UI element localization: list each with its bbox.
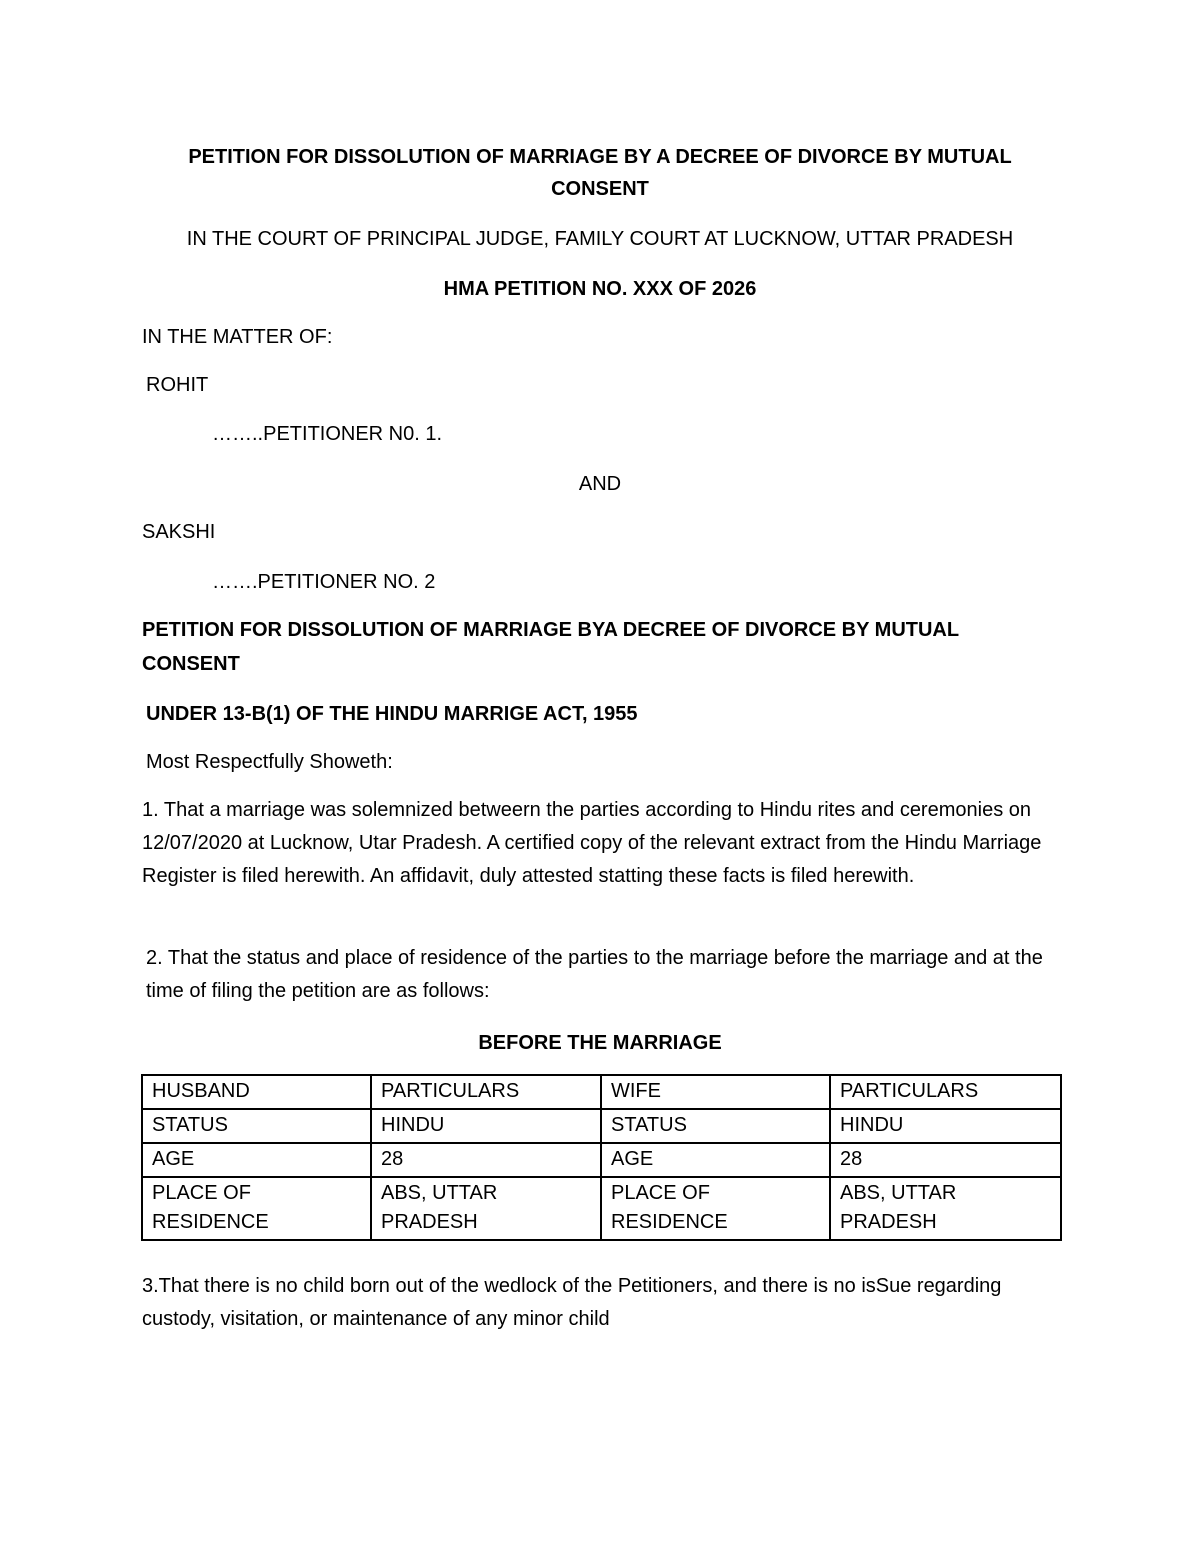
petitioner-1-name: ROHIT [146, 374, 209, 396]
table-cell: 28 [371, 1143, 601, 1177]
petition-heading-line-2: CONSENT [142, 653, 240, 675]
statute-reference: UNDER 13-B(1) OF THE HINDU MARRIGE ACT, 1955 [146, 703, 638, 725]
petitioner-2-label: …….PETITIONER NO. 2 [212, 571, 436, 593]
petition-heading-line-1: PETITION FOR DISSOLUTION OF MARRIAGE BYA DECREE OF DIVORCE BY MUTUAL [142, 619, 960, 641]
and-separator: AND [578, 473, 622, 495]
table-row [142, 1143, 1061, 1177]
paragraph-3: 3.That there is no child born out of the wedlock of the Petitioners, and there is no isSue regarding custody, visitation, or maintenance of any minor child [142, 1275, 1002, 1330]
table-cell: AGE [142, 1143, 371, 1177]
table-cell: AGE [601, 1143, 830, 1177]
table-cell: PARTICULARS [371, 1075, 601, 1109]
table-cell: HUSBAND [142, 1075, 371, 1109]
showeth-line: Most Respectfully Showeth: [146, 751, 393, 773]
table-cell: HINDU [830, 1109, 1061, 1143]
table-cell: STATUS [142, 1109, 371, 1143]
document-title-line-2: CONSENT [551, 178, 649, 200]
paragraph-2: 2. That the status and place of residence of the parties to the marriage before the marriage and at the time of filing the petition are as follows: [146, 947, 1043, 1002]
table-cell: WIFE [601, 1075, 830, 1109]
petitioner-2-name: SAKSHI [142, 521, 216, 543]
in-the-matter-label: IN THE MATTER OF: [142, 326, 333, 348]
court-name: IN THE COURT OF PRINCIPAL JUDGE, FAMILY COURT AT LUCKNOW, UTTAR PRADESH [186, 228, 1014, 250]
table-cell: PLACE OF RESIDENCE [142, 1177, 371, 1240]
marriage-particulars-table [141, 1074, 1062, 1241]
table-row [142, 1109, 1061, 1143]
table-cell: STATUS [601, 1109, 830, 1143]
table-cell: ABS, UTTAR PRADESH [830, 1177, 1061, 1240]
document-title-line-1: PETITION FOR DISSOLUTION OF MARRIAGE BY A DECREE OF DIVORCE BY MUTUAL [188, 146, 1012, 168]
table-heading: BEFORE THE MARRIAGE [478, 1032, 722, 1054]
table-cell: HINDU [371, 1109, 601, 1143]
petitioner-1-label: ……..PETITIONER N0. 1. [212, 423, 443, 445]
table-row [142, 1075, 1061, 1109]
table-cell: 28 [830, 1143, 1061, 1177]
petition-number: HMA PETITION NO. XXX OF 2026 [443, 278, 757, 300]
table-row [142, 1177, 1061, 1240]
paragraph-1: 1. That a marriage was solemnized betweern the parties according to Hindu rites and ceremonies on 12/07/2020 at Lucknow, Utar Pradesh. A certified copy of the relevant extract from the Hindu Marriage Register is filed herewith. An affidavit, duly attested statting these facts is filed herewith. [142, 799, 1042, 887]
table-cell: PARTICULARS [830, 1075, 1061, 1109]
table-cell: PLACE OF RESIDENCE [601, 1177, 830, 1240]
table-cell: ABS, UTTAR PRADESH [371, 1177, 601, 1240]
